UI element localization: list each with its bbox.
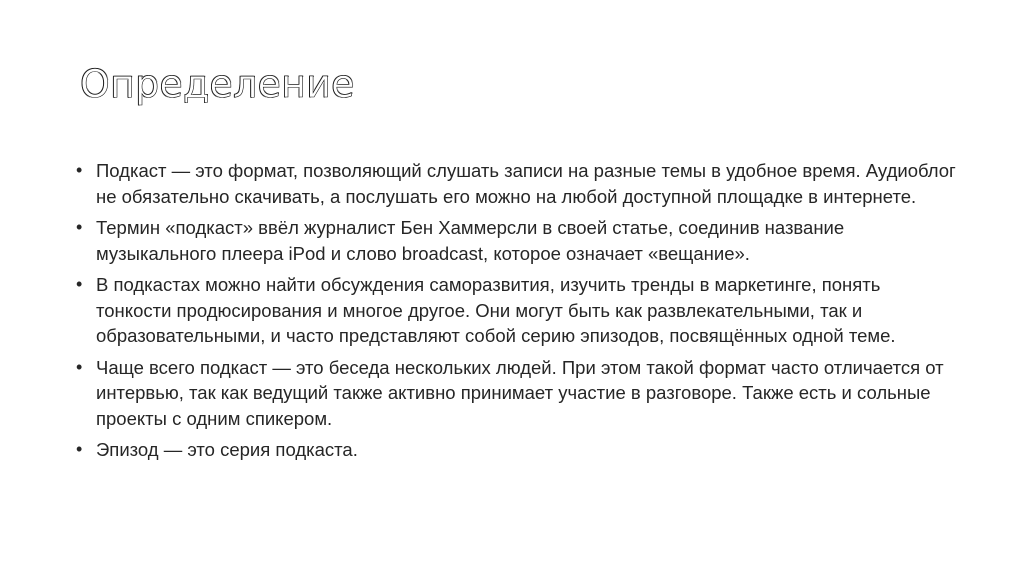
- slide-title: Определение: [80, 62, 355, 106]
- bullet-text: Чаще всего подкаст — это беседа нескольких людей. При этом такой формат часто отличается от интервью, так как ведущий также активно принимает участие в разговоре. Также есть и сольные проекты с одним спикером.: [96, 356, 944, 429]
- bullet-marker: •: [76, 439, 83, 459]
- bullet-marker: •: [76, 160, 83, 180]
- bullet-marker: •: [76, 217, 83, 237]
- bullet-item: [76, 272, 956, 349]
- bullet-text: Термин «подкаст» ввёл журналист Бен Хаммерсли в своей статье, соединив название музыкального плеера iPod и слово broadcast, которое означает «вещание».: [96, 217, 845, 264]
- bullet-item: [76, 437, 956, 463]
- bullet-marker: •: [76, 274, 83, 294]
- bullet-text: В подкастах можно найти обсуждения саморазвития, изучить тренды в маркетинге, понять тонкости продюсирования и многое другое. Они могут быть как развлекательными, так и образовательными, и часто представляют собой серию эпизодов, посвящённых одной теме.: [96, 274, 896, 346]
- bullet-item: [76, 355, 956, 432]
- bullet-item: [76, 158, 956, 209]
- bullet-marker: •: [76, 356, 83, 377]
- bullet-item: [76, 215, 956, 266]
- bullet-text: Подкаст — это формат, позволяющий слушать записи на разные темы в удобное время. Аудиоблог не обязательно скачивать, а послушать его можно на любой доступной площадке в интернете.: [96, 160, 956, 207]
- bullet-list: [76, 158, 956, 469]
- bullet-text: Эпизод — это серия подкаста.: [96, 439, 358, 460]
